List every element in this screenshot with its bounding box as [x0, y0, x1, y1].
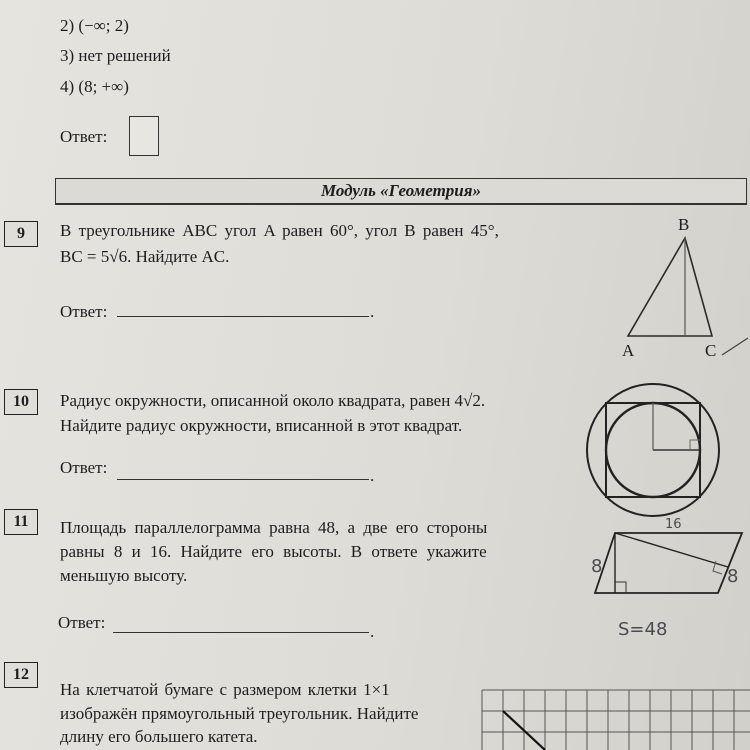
- task-11-answer-label: Ответ:: [58, 613, 106, 632]
- handwriting-area: S=48: [618, 619, 668, 640]
- label-c: C: [705, 341, 717, 360]
- label-b: B: [678, 215, 690, 234]
- task-12-text-line3: длину его большего катета.: [60, 727, 258, 746]
- task-12-text-line1: На клетчатой бумаге с размером клетки 1×1: [60, 680, 390, 699]
- task-11-text-line2: равны 8 и 16. Найдите его высоты. В ответе укажите: [60, 542, 487, 561]
- handwriting-8-right: 8: [727, 566, 739, 587]
- option-3: 3) нет решений: [60, 46, 171, 65]
- handwriting-8-left: 8: [591, 556, 603, 577]
- task-9-number: 9: [4, 221, 38, 247]
- task-11-text-line1: Площадь параллелограмма равна 48, а две его стороны: [60, 518, 488, 537]
- task-12-text-line2: изображён прямоугольный треугольник. Найдите: [60, 704, 419, 723]
- task-12-number: 12: [4, 662, 38, 688]
- task-9-text-line1: В треугольнике ABC угол A равен 60°, угол B равен 45°,: [60, 221, 499, 240]
- module-title: Модуль «Геометрия»: [320, 181, 482, 200]
- label-a: A: [622, 341, 635, 360]
- task-10-number: 10: [4, 389, 38, 415]
- handwriting-16: 16: [665, 517, 682, 532]
- task-9-answer-label: Ответ:: [60, 302, 108, 321]
- task-9-text-line2: BC = 5√6. Найдите AC.: [60, 247, 230, 266]
- option-4: 4) (8; +∞): [60, 77, 129, 96]
- answer-label-prev: Ответ:: [60, 127, 108, 146]
- exam-page: 2) (−∞; 2) 3) нет решений 4) (8; +∞) Ответ: Модуль «Геометрия» 9 В треугольнике ABC угол A равен 60°, угол B равен 45°, BC = 5√6. Найдите AC. Ответ: . B A C 10 Радиус окружности, описанной около квадрата, равен 4√2. Найдите радиус окружности, вписанной в этот квадрат. Ответ: . 11 Площадь параллелограмма равна 48, а две его стороны равны 8 и 16. Найдите его высоты. В ответе укажите меньшую высоту. Ответ: . 16 8 8 S=48 12 На клетчатой бумаге с размером клетки 1×1 изображён прямоугольный треугольник. Найдите длину его большего катета.: [0, 0, 750, 750]
- task-11-text-line3: меньшую высоту.: [60, 566, 188, 585]
- task-10-text-line2: Найдите радиус окружности, вписанной в этот квадрат.: [60, 416, 463, 435]
- task-11-number: 11: [4, 509, 38, 535]
- task-10-answer-label: Ответ:: [60, 458, 108, 477]
- option-2: 2) (−∞; 2): [60, 16, 129, 35]
- task-10-text-line1: Радиус окружности, описанной около квадрата, равен 4√2.: [60, 391, 486, 410]
